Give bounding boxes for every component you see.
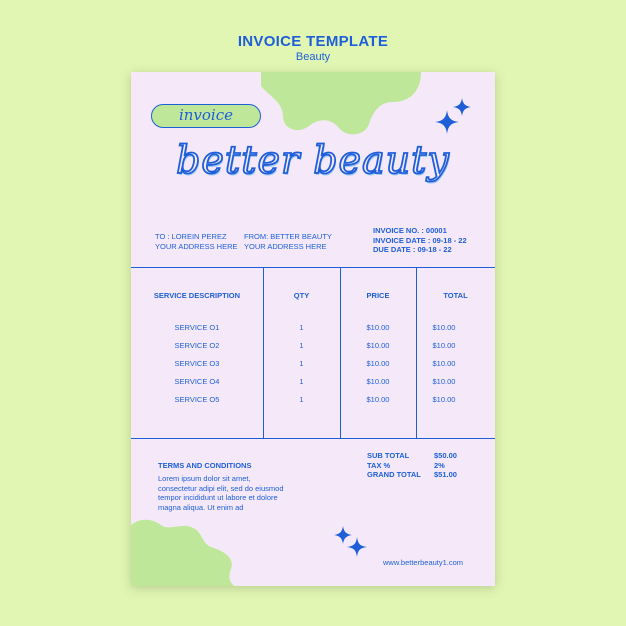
template-title: INVOICE TEMPLATE [237,33,389,50]
summary-labels [367,451,421,480]
invoice-meta [373,226,467,255]
table-top-border [131,267,495,268]
row-price: $10.00 [366,341,390,350]
summary-values [434,451,457,480]
terms-body: Lorem ipsum dolor sit amet, consectetur adipi elit, sed do eiusmod tempor incididunt ut labore et dolore magna aliqua. Ut enim ad [158,474,284,512]
row-description: SERVICE O2 [174,341,220,350]
invoice-page [131,72,495,586]
tax-label: TAX % [367,460,391,470]
row-qty: 1 [299,341,304,350]
subtotal-value: $50.00 [434,451,457,460]
header-price: PRICE [366,291,390,300]
row-qty: 1 [299,323,304,332]
grand-total-value: $51.00 [434,470,457,479]
header-total: TOTAL [443,291,468,300]
from-name: FROM: BETTER BEAUTY [244,232,332,241]
grand-total-label: GRAND TOTAL [367,470,421,479]
terms-title: TERMS AND CONDITIONS [158,461,252,470]
row-total: $10.00 [432,323,456,332]
brand-name: better beauty [176,138,450,182]
row-price: $10.00 [366,359,390,368]
row-qty: 1 [299,359,304,368]
row-total: $10.00 [432,377,456,386]
to-block [155,232,238,251]
to-address: YOUR ADDRESS HERE [155,241,238,251]
row-description: SERVICE O3 [174,359,220,368]
row-price: $10.00 [366,323,390,332]
from-address: YOUR ADDRESS HERE [244,241,327,251]
tax-value: 2% [434,460,445,470]
invoice-label: invoice [151,104,261,128]
due-date: DUE DATE : 09-18 - 22 [373,245,452,254]
sparkle-icon [333,524,373,560]
subtotal-label: SUB TOTAL [367,451,410,460]
row-total: $10.00 [432,359,456,368]
row-total: $10.00 [432,341,456,350]
bottom-blob-shape [131,517,251,586]
top-blob-shape [261,72,421,142]
invoice-number: INVOICE NO. : 00001 [373,226,447,235]
row-description: SERVICE O1 [174,323,220,332]
from-block [244,232,332,251]
invoice-date: INVOICE DATE : 09-18 - 22 [373,235,467,245]
header-qty: QTY [293,291,310,300]
row-price: $10.00 [366,377,390,386]
row-total: $10.00 [432,395,456,404]
row-description: SERVICE O4 [174,377,220,386]
table-bottom-border [131,438,495,439]
row-description: SERVICE O5 [174,395,220,404]
header-description: SERVICE DESCRIPTION [153,291,241,300]
row-price: $10.00 [366,395,390,404]
template-subtitle: Beauty [295,51,331,63]
row-qty: 1 [299,395,304,404]
row-qty: 1 [299,377,304,386]
website-link[interactable]: www.betterbeauty1.com [383,558,464,567]
to-name: TO : LOREIN PEREZ [155,232,227,241]
sparkle-icon [431,96,479,140]
